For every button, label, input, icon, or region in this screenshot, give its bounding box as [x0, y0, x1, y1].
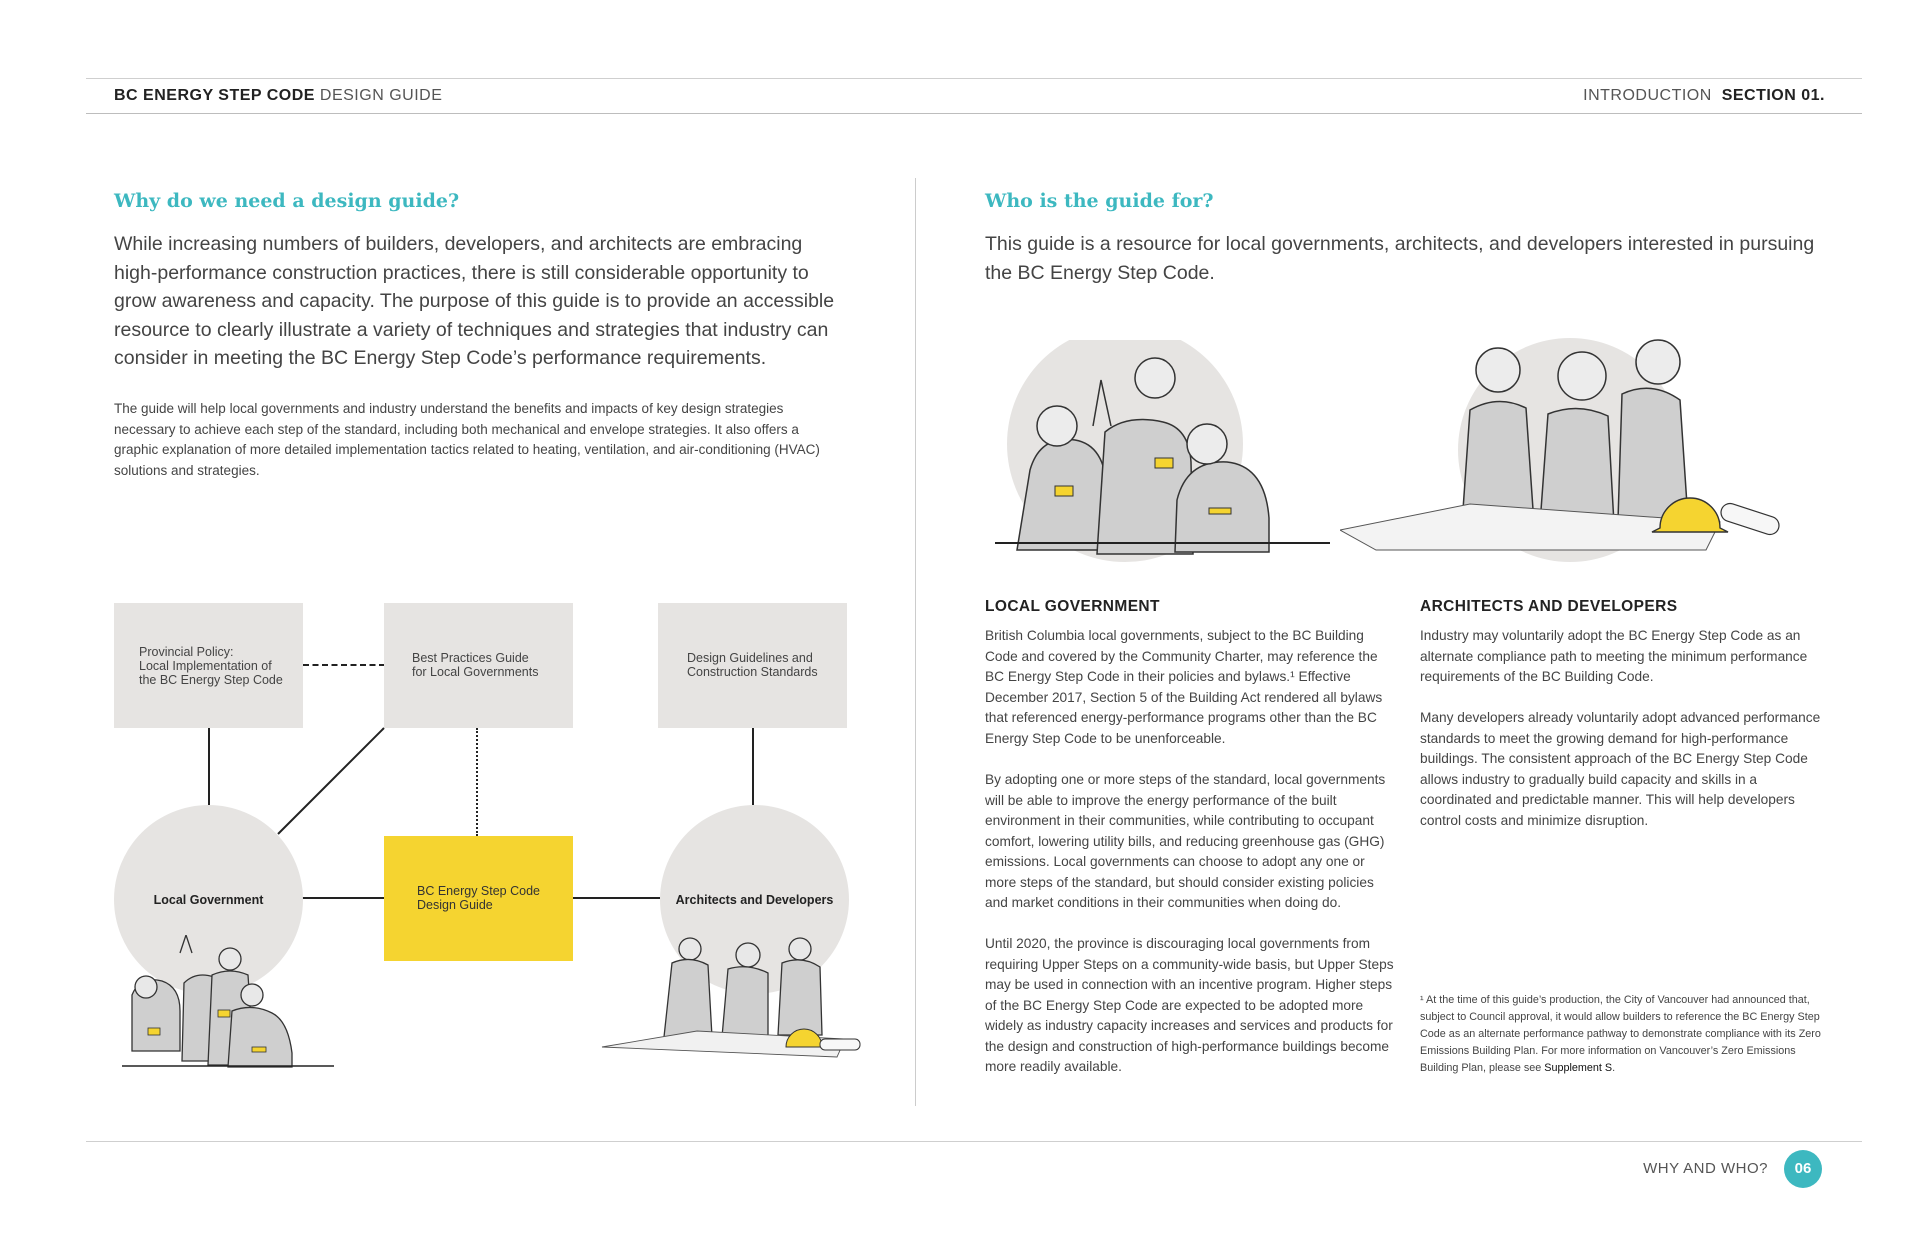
connector-policy-best [303, 664, 385, 666]
box-best-practices: Best Practices Guide for Local Governments [384, 603, 573, 728]
local-government-heading: LOCAL GOVERNMENT [985, 598, 1160, 615]
right-lead-paragraph: This guide is a resource for local governments, architects, and developers interested in pursuing the BC Energy Step Code. [985, 233, 1815, 284]
architects-developers-illustration [1340, 330, 1790, 565]
architects-developers-paragraph-1: Industry may voluntarily adopt the BC Energy Step Code as an alternate compliance path to meeting the minimum performance requirements of the BC Building Code. [1420, 628, 1808, 684]
footer-label: WHY AND WHO? [1643, 1160, 1768, 1177]
footnote: ¹ At the time of this guide’s production, the City of Vancouver had announced that, subject to Council approval, it would allow builders to reference the BC Energy Step Code as an alternate performance pathway to demonstrate compliance with its Zero Emissions Building Plan. For more information on Vancouver’s Zero Emissions Building Plan, please see Supplement S. [1420, 994, 1821, 1074]
circle-local-government: Local Government [114, 805, 303, 994]
local-government-paragraph-1: British Columbia local governments, subject to the BC Building Code and covered by the Community Charter, may reference the BC Energy Step Code in their policies and bylaws.¹ Effective December 2017, Section 5 of the Building Act rendered all bylaws that referenced energy-performance programs other than the BC Energy Step Code to be unenforceable. [985, 628, 1383, 746]
local-government-paragraph-2: By adopting one or more steps of the standard, local governments will be able to improve the energy performance of the built environment in their communities, while contributing to occupant comfort, lowering utility bills, and reducing greenhouse gas (GHG) emissions. Local governments can choose to adopt any one or more steps of the standard, but should consider existing policies and market conditions in their communities when doing do. [985, 772, 1386, 910]
connector-design-arch [752, 728, 754, 805]
box-step-code-guide: BC Energy Step Code Design Guide [384, 836, 573, 961]
local-government-meeting-illustration [995, 340, 1340, 565]
left-question-title: Why do we need a design guide? [114, 190, 460, 212]
footer-rule [86, 1141, 1862, 1142]
header-rule [86, 113, 1862, 114]
column-divider [915, 178, 916, 1106]
left-body-paragraph: The guide will help local governments and industry understand the benefits and impacts of key design strategies necessary to achieve each step of the standard, including both mechanical and envelope strategies. It also offers a graphic explanation of more detailed implementation tactics related to heating, ventilation, and air-conditioning (HVAC) solutions and strategies. [114, 401, 820, 478]
architects-people-illustration [600, 935, 875, 1070]
left-lead-paragraph: While increasing numbers of builders, developers, and architects are embracing high-performance construction practices, there is still considerable opportunity to grow awareness and capacity. The purpose of this guide is to provide an accessible resource to clearly illustrate a variety of techniques and strategies that industry can consider in meeting the BC Energy Step Code’s performance requirements. [114, 233, 835, 369]
circle-architects-developers: Architects and Developers [660, 805, 849, 994]
connector-stepcode-arch [572, 897, 660, 899]
connector-best-stepcode [476, 728, 478, 836]
top-rule [86, 78, 1862, 79]
local-government-paragraph-3: Until 2020, the province is discouraging local governments from requiring Upper Steps on a community-wide basis, but Upper Steps may be used in connection with an incentive program. Higher steps of the BC Energy Step Code are expected to be adopted more widely as industry capacity increases and services and products for the design and construction of high-performance buildings become more readily available. [985, 936, 1394, 1074]
section-label: INTRODUCTION SECTION 01. [1583, 87, 1825, 104]
doc-title: BC ENERGY STEP CODE DESIGN GUIDE [114, 87, 443, 104]
connector-policy-local [208, 728, 210, 805]
connector-local-stepcode [302, 897, 384, 899]
architects-developers-paragraph-2: Many developers already voluntarily adopt advanced performance standards to meet the growing demand for high-performance buildings. The consistent approach of the BC Energy Step Code allows industry to gradually build capacity and skills in a coordinated and predictable manner. This will help developers control costs and minimize disruption. [1420, 710, 1821, 828]
page-number-badge: 06 [1784, 1150, 1822, 1188]
box-design-guidelines: Design Guidelines and Construction Standards [658, 603, 847, 728]
box-provincial-policy: Provincial Policy: Local Implementation of the BC Energy Step Code [114, 603, 303, 728]
right-question-title: Who is the guide for? [985, 190, 1214, 212]
architects-developers-heading: ARCHITECTS AND DEVELOPERS [1420, 598, 1678, 615]
local-government-people-illustration [122, 935, 337, 1070]
connector-best-local [270, 720, 390, 840]
supplement-link[interactable]: Supplement S [1544, 1062, 1613, 1074]
